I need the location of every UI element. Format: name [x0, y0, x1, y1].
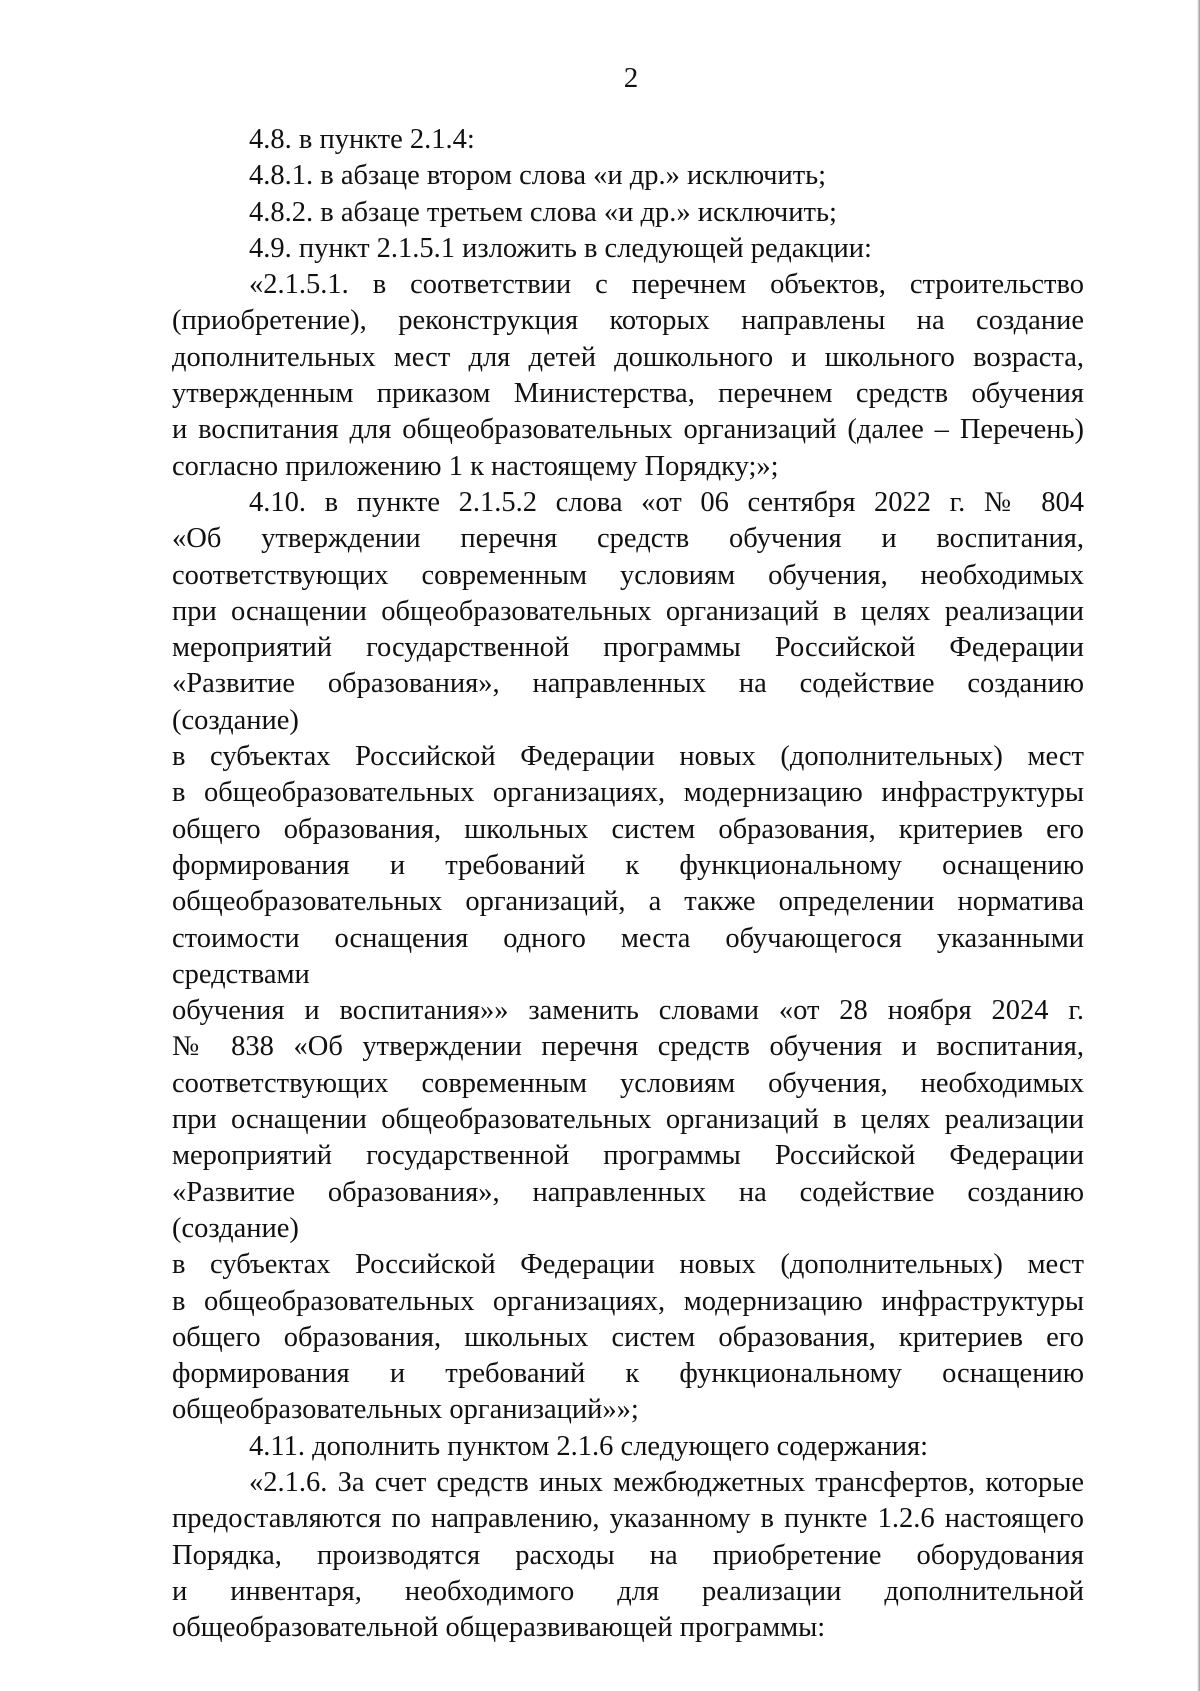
- text-line: общего образования, школьных систем образования, критериев его: [172, 813, 1084, 845]
- text-line: в субъектах Российской Федерации новых (дополнительных) мест: [172, 741, 1084, 773]
- text-line: 4.9. пункт 2.1.5.1 изложить в следующей редакции:: [249, 232, 872, 264]
- text-line: мероприятий государственной программы Российской Федерации: [172, 632, 1084, 664]
- text-line: согласно приложению 1 к настоящему Порядку;»;: [172, 450, 779, 482]
- text-line: при оснащении общеобразовательных организаций в целях реализации: [172, 1104, 1084, 1136]
- text-line: предоставляются по направлению, указанному в пункте 1.2.6 настоящего: [172, 1503, 1084, 1535]
- text-line: 4.8. в пункте 2.1.4:: [249, 124, 475, 155]
- text-line: общеобразовательных организаций»»;: [172, 1394, 639, 1426]
- text-line: 4.10. в пункте 2.1.5.2 слова «от 06 сентября 2022 г. № 804: [249, 486, 1084, 518]
- text-line: (приобретение), реконструкция которых направлены на создание: [172, 305, 1084, 337]
- text-line: при оснащении общеобразовательных организаций в целях реализации: [172, 595, 1084, 627]
- paragraph: [172, 267, 1084, 485]
- paragraph: [172, 1429, 1084, 1465]
- text-line: формирования и требований к функциональному оснащению: [172, 1358, 1084, 1390]
- text-line: 4.8.1. в абзаце втором слова «и др.» исключить;: [249, 160, 827, 192]
- text-line: стоимости оснащения одного места обучающегося указанными средствами: [172, 922, 1084, 990]
- text-line: формирования и требований к функциональному оснащению: [172, 849, 1084, 881]
- text-line: «Об утверждении перечня средств обучения и воспитания,: [172, 523, 1084, 555]
- text-line: «Развитие образования», направленных на содействие созданию (создание): [172, 1176, 1084, 1244]
- text-line: и воспитания для общеобразовательных организаций (далее – Перечень): [172, 414, 1084, 446]
- text-line: в общеобразовательных организациях, модернизацию инфраструктуры: [172, 1285, 1084, 1317]
- paragraph: [172, 158, 1084, 194]
- text-line: № 838 «Об утверждении перечня средств обучения и воспитания,: [172, 1031, 1084, 1063]
- text-line: в субъектах Российской Федерации новых (дополнительных) мест: [172, 1249, 1084, 1281]
- paragraph: [172, 231, 1084, 267]
- paragraph: [172, 122, 1084, 158]
- text-line: и инвентаря, необходимого для реализации дополнительной: [172, 1575, 1084, 1607]
- text-line: соответствующих современным условиям обучения, необходимых: [172, 559, 1084, 591]
- text-line: дополнительных мест для детей дошкольного и школьного возраста,: [172, 341, 1084, 373]
- text-line: Порядка, производятся расходы на приобретение оборудования: [172, 1539, 1084, 1571]
- text-line: 4.8.2. в абзаце третьем слова «и др.» исключить;: [249, 196, 837, 228]
- paragraph: [172, 485, 1084, 1429]
- text-line: общеобразовательной общеразвивающей программы:: [172, 1612, 826, 1644]
- text-line: обучения и воспитания»» заменить словами «от 28 ноября 2024 г.: [172, 995, 1084, 1027]
- text-line: 4.11. дополнить пунктом 2.1.6 следующего содержания:: [249, 1430, 929, 1462]
- text-line: утвержденным приказом Министерства, перечнем средств обучения: [172, 378, 1084, 410]
- text-line: в общеобразовательных организациях, модернизацию инфраструктуры: [172, 777, 1084, 809]
- page-number: 2: [623, 62, 639, 94]
- text-line: соответствующих современным условиям обучения, необходимых: [172, 1067, 1084, 1099]
- paragraph: [172, 195, 1084, 231]
- document-body: [172, 122, 1084, 1646]
- text-line: общеобразовательных организаций, а также определении норматива: [172, 886, 1084, 918]
- text-line: общего образования, школьных систем образования, критериев его: [172, 1321, 1084, 1353]
- paragraph: [172, 1465, 1084, 1646]
- text-line: «2.1.5.1. в соответствии с перечнем объектов, строительство: [249, 269, 1084, 301]
- text-line: мероприятий государственной программы Российской Федерации: [172, 1140, 1084, 1172]
- text-line: «Развитие образования», направленных на содействие созданию (создание): [172, 668, 1084, 736]
- text-line: «2.1.6. За счет средств иных межбюджетных трансфертов, которые: [249, 1466, 1084, 1498]
